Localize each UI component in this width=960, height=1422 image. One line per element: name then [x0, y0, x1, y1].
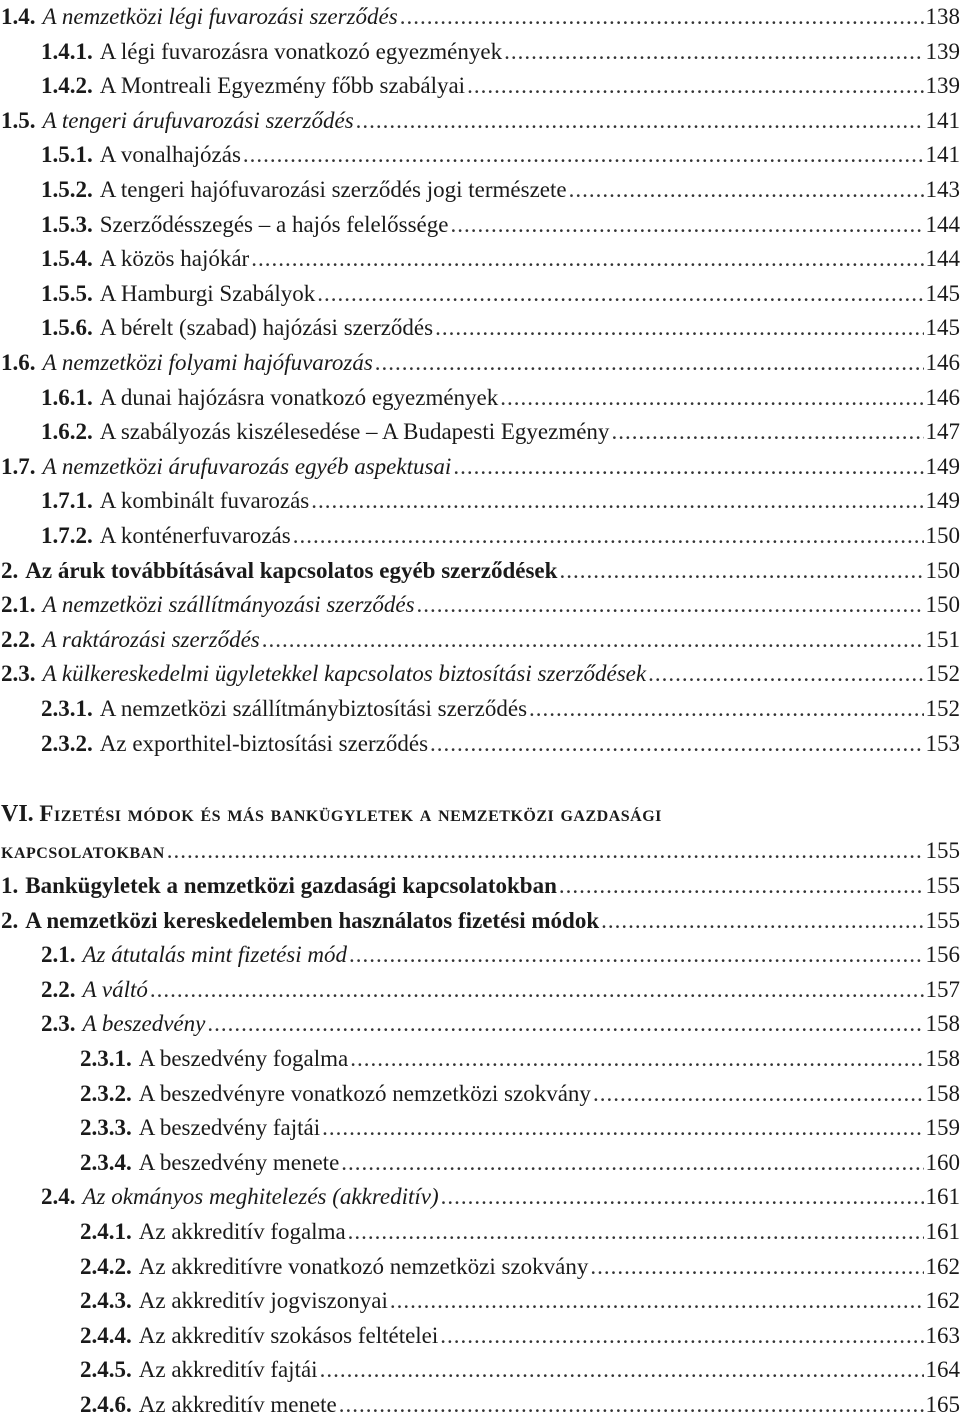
dot-leader: [390, 1284, 924, 1318]
entry-title: Bankügyletek a nemzetközi gazdasági kapcsolatokban: [25, 869, 557, 903]
entry-title: A beszedvényre vonatkozó nemzetközi szokvány: [139, 1077, 591, 1111]
entry-number: 2.3.: [1, 657, 36, 691]
toc-entry[interactable]: [0, 1180, 960, 1214]
entry-title: Az akkreditív szokásos feltételei: [139, 1319, 439, 1353]
entry-number: 2.4.1.: [80, 1215, 132, 1249]
dot-leader: [504, 35, 923, 69]
entry-title: A nemzetközi szállítmánybiztosítási szerződés: [100, 692, 527, 726]
entry-title: A nemzetközi légi fuvarozási szerződés: [43, 0, 398, 34]
toc-entry[interactable]: [0, 311, 960, 345]
entry-number: 2.4.5.: [80, 1353, 132, 1387]
toc-entry[interactable]: [0, 484, 960, 518]
toc-entry[interactable]: [0, 138, 960, 172]
toc-entry[interactable]: [0, 208, 960, 242]
entry-title: Az átutalás mint fizetési mód: [83, 938, 348, 972]
toc-entry[interactable]: [0, 381, 960, 415]
page-number: 150: [926, 554, 960, 588]
toc-entry[interactable]: [0, 450, 960, 484]
entry-title: A beszedvény fajtái: [139, 1111, 320, 1145]
entry-title: A nemzetközi folyami hajófuvarozás: [43, 346, 373, 380]
entry-number: 2.3.4.: [80, 1146, 132, 1180]
chapter-number: VI.: [1, 801, 34, 827]
entry-number: 2.3.1.: [80, 1042, 132, 1076]
entry-title: Az akkreditív fajtái: [139, 1353, 318, 1387]
entry-number: 2.3.3.: [80, 1111, 132, 1145]
chapter-title-line1: Fizetési módok és más bankügyletek a nemzetközi gazdasági: [39, 801, 661, 826]
entry-number: 2.4.4.: [80, 1319, 132, 1353]
entry-number: 1.4.2.: [41, 69, 93, 103]
dot-leader: [293, 519, 924, 553]
entry-title: Az akkreditívre vonatkozó nemzetközi szokvány: [139, 1250, 589, 1284]
entry-number: 1.5.6.: [41, 311, 93, 345]
dot-leader: [417, 588, 924, 622]
page-number: 138: [926, 0, 960, 34]
page-number: 157: [926, 973, 960, 1007]
dot-leader: [559, 869, 924, 903]
entry-number: 2.3.: [41, 1007, 76, 1041]
entry-title: A konténerfuvarozás: [100, 519, 291, 553]
entry-title: A tengeri hajófuvarozási szerződés jogi természete: [100, 173, 567, 207]
dot-leader: [430, 727, 923, 761]
entry-title: Az exporthitel-biztosítási szerződés: [100, 727, 428, 761]
entry-title: A légi fuvarozásra vonatkozó egyezmények: [100, 35, 502, 69]
entry-title: A külkereskedelmi ügyletekkel kapcsolatos biztosítási szerződések: [43, 657, 647, 691]
entry-number: 1.5.1.: [41, 138, 93, 172]
dot-leader: [350, 1042, 923, 1076]
toc-entry[interactable]: [0, 104, 960, 138]
page-number: 158: [926, 1077, 960, 1111]
page-number: 155: [926, 904, 960, 938]
entry-title: A kombinált fuvarozás: [100, 484, 310, 518]
entry-title: A raktározási szerződés: [43, 623, 260, 657]
entry-number: 2.1.: [41, 938, 76, 972]
entry-title: Az okmányos meghitelezés (akkreditív): [83, 1180, 439, 1214]
entry-title: Szerződésszegés – a hajós felelőssége: [100, 208, 449, 242]
page-number: 152: [926, 657, 960, 691]
dot-leader: [341, 1146, 923, 1180]
dot-leader: [559, 554, 923, 588]
page-number: 162: [926, 1284, 960, 1318]
page-number: 153: [926, 727, 960, 761]
toc-entry[interactable]: [0, 1007, 960, 1041]
entry-number: 1.7.2.: [41, 519, 93, 553]
toc-entry[interactable]: [0, 173, 960, 207]
entry-number: 2.3.1.: [41, 692, 93, 726]
entry-number: 2.2.: [41, 973, 76, 1007]
entry-number: 2.4.2.: [80, 1250, 132, 1284]
page-number: 150: [926, 588, 960, 622]
entry-number: 1.5.2.: [41, 173, 93, 207]
toc-entry[interactable]: [0, 904, 960, 938]
entry-title: Az akkreditív fogalma: [139, 1215, 346, 1249]
entry-number: 1.5.5.: [41, 277, 93, 311]
page-number: 155: [926, 869, 960, 903]
dot-leader: [339, 1388, 924, 1422]
toc-entry[interactable]: [0, 1250, 960, 1284]
page-number: 151: [926, 623, 960, 657]
page-number: 145: [926, 311, 960, 345]
entry-number: 2.4.: [41, 1180, 76, 1214]
dot-leader: [450, 208, 923, 242]
dot-leader: [207, 1007, 923, 1041]
toc-entry[interactable]: [0, 588, 960, 622]
toc-entry[interactable]: [0, 692, 960, 726]
chapter-heading-line2[interactable]: [0, 834, 960, 868]
dot-leader: [375, 346, 924, 380]
page-number: 139: [926, 69, 960, 103]
dot-leader: [590, 1250, 923, 1284]
page-number: 141: [926, 138, 960, 172]
dot-leader: [648, 657, 923, 691]
toc-entry[interactable]: [0, 554, 960, 588]
toc-entry[interactable]: [0, 277, 960, 311]
toc-entry[interactable]: [0, 973, 960, 1007]
entry-number: 1.6.: [1, 346, 36, 380]
dot-leader: [440, 1319, 923, 1353]
dot-leader: [529, 692, 923, 726]
toc-entry[interactable]: [0, 346, 960, 380]
page-number: 156: [926, 938, 960, 972]
page-number: 144: [926, 208, 960, 242]
dot-leader: [317, 277, 923, 311]
entry-title: A vonalhajózás: [100, 138, 241, 172]
dot-leader: [601, 904, 923, 938]
entry-title: Az áruk továbbításával kapcsolatos egyéb szerződések: [25, 554, 557, 588]
dot-leader: [441, 1180, 924, 1214]
entry-number: 2.3.2.: [41, 727, 93, 761]
entry-number: 2.3.2.: [80, 1077, 132, 1111]
entry-number: 1.4.1.: [41, 35, 93, 69]
entry-number: 2.1.: [1, 588, 36, 622]
dot-leader: [348, 1215, 924, 1249]
page-number: 164: [926, 1353, 960, 1387]
dot-leader: [400, 0, 924, 34]
entry-title: Az akkreditív jogviszonyai: [139, 1284, 388, 1318]
page-number: 152: [926, 692, 960, 726]
dot-leader: [150, 973, 924, 1007]
entry-title: Az akkreditív menete: [139, 1388, 337, 1422]
entry-number: 2.2.: [1, 623, 36, 657]
toc-entry[interactable]: [0, 1077, 960, 1111]
toc-entry[interactable]: [0, 1353, 960, 1387]
page-number: 143: [926, 173, 960, 207]
entry-title: A Montreali Egyezmény főbb szabályai: [100, 69, 465, 103]
dot-leader: [251, 242, 923, 276]
dot-leader: [593, 1077, 924, 1111]
entry-title: A váltó: [83, 973, 148, 1007]
dot-leader: [356, 104, 924, 138]
dot-leader: [243, 138, 924, 172]
dot-leader: [311, 484, 923, 518]
dot-leader: [569, 173, 924, 207]
page-number: 162: [926, 1250, 960, 1284]
dot-leader: [500, 381, 923, 415]
page-number: 165: [926, 1388, 960, 1422]
entry-number: 1.5.4.: [41, 242, 93, 276]
page-number: 159: [926, 1111, 960, 1145]
toc-entry[interactable]: [0, 1284, 960, 1318]
entry-number: 1.5.: [1, 104, 36, 138]
page-number: 161: [926, 1180, 960, 1214]
page-number: 163: [926, 1319, 960, 1353]
entry-title: A nemzetközi szállítmányozási szerződés: [43, 588, 415, 622]
toc-entry[interactable]: [0, 1042, 960, 1076]
page-number: 146: [926, 381, 960, 415]
entry-number: 1.6.2.: [41, 415, 93, 449]
page-number: 149: [926, 484, 960, 518]
page-number: 158: [926, 1042, 960, 1076]
chapter-heading: [1, 797, 960, 831]
entry-title: A dunai hajózásra vonatkozó egyezmények: [100, 381, 499, 415]
entry-number: 2.: [1, 554, 18, 588]
toc-entry[interactable]: [0, 242, 960, 276]
entry-title: A bérelt (szabad) hajózási szerződés: [100, 311, 433, 345]
entry-title: A beszedvény: [83, 1007, 206, 1041]
entry-number: 2.4.6.: [80, 1388, 132, 1422]
toc-entry[interactable]: [0, 1319, 960, 1353]
entry-title: A Hamburgi Szabályok: [100, 277, 316, 311]
toc-entry[interactable]: [0, 869, 960, 903]
entry-title: A nemzetközi kereskedelemben használatos fizetési módok: [25, 904, 599, 938]
toc-entry[interactable]: [0, 623, 960, 657]
entry-number: 2.: [1, 904, 18, 938]
toc-entry[interactable]: [0, 1388, 960, 1422]
dot-leader: [167, 834, 924, 868]
dot-leader: [262, 623, 924, 657]
chapter-title-line2: kapcsolatokban: [1, 834, 165, 868]
entry-number: 2.4.3.: [80, 1284, 132, 1318]
entry-number: 1.: [1, 869, 18, 903]
dot-leader: [453, 450, 923, 484]
page-number: 155: [926, 834, 960, 868]
page-number: 141: [926, 104, 960, 138]
page-number: 145: [926, 277, 960, 311]
toc-entry[interactable]: [0, 415, 960, 449]
toc-entry[interactable]: [0, 69, 960, 103]
dot-leader: [322, 1111, 923, 1145]
page-number: 144: [926, 242, 960, 276]
entry-number: 1.7.: [1, 450, 36, 484]
toc-entry[interactable]: [0, 35, 960, 69]
entry-title: A beszedvény menete: [139, 1146, 340, 1180]
page-number: 146: [926, 346, 960, 380]
entry-title: A tengeri árufuvarozási szerződés: [43, 104, 354, 138]
toc-entry[interactable]: [0, 519, 960, 553]
dot-leader: [611, 415, 923, 449]
toc-entry[interactable]: [0, 0, 960, 34]
entry-title: A beszedvény fogalma: [139, 1042, 348, 1076]
toc-entry[interactable]: [0, 657, 960, 691]
toc-entry[interactable]: [0, 938, 960, 972]
page-number: 147: [926, 415, 960, 449]
dot-leader: [320, 1353, 924, 1387]
entry-number: 1.4.: [1, 0, 36, 34]
entry-number: 1.7.1.: [41, 484, 93, 518]
toc-entry[interactable]: [0, 727, 960, 761]
entry-title: A közös hajókár: [100, 242, 249, 276]
page-number: 160: [926, 1146, 960, 1180]
page-number: 161: [926, 1215, 960, 1249]
page-number: 149: [926, 450, 960, 484]
dot-leader: [467, 69, 923, 103]
page-number: 139: [926, 35, 960, 69]
toc-entry[interactable]: [0, 1215, 960, 1249]
dot-leader: [349, 938, 924, 972]
toc-entry[interactable]: [0, 1111, 960, 1145]
entry-number: 1.5.3.: [41, 208, 93, 242]
toc-entry[interactable]: [0, 1146, 960, 1180]
entry-title: A szabályozás kiszélesedése – A Budapesti Egyezmény: [100, 415, 610, 449]
page-number: 150: [926, 519, 960, 553]
page-number: 158: [926, 1007, 960, 1041]
entry-title: A nemzetközi árufuvarozás egyéb aspektusai: [43, 450, 452, 484]
entry-number: 1.6.1.: [41, 381, 93, 415]
dot-leader: [435, 311, 923, 345]
